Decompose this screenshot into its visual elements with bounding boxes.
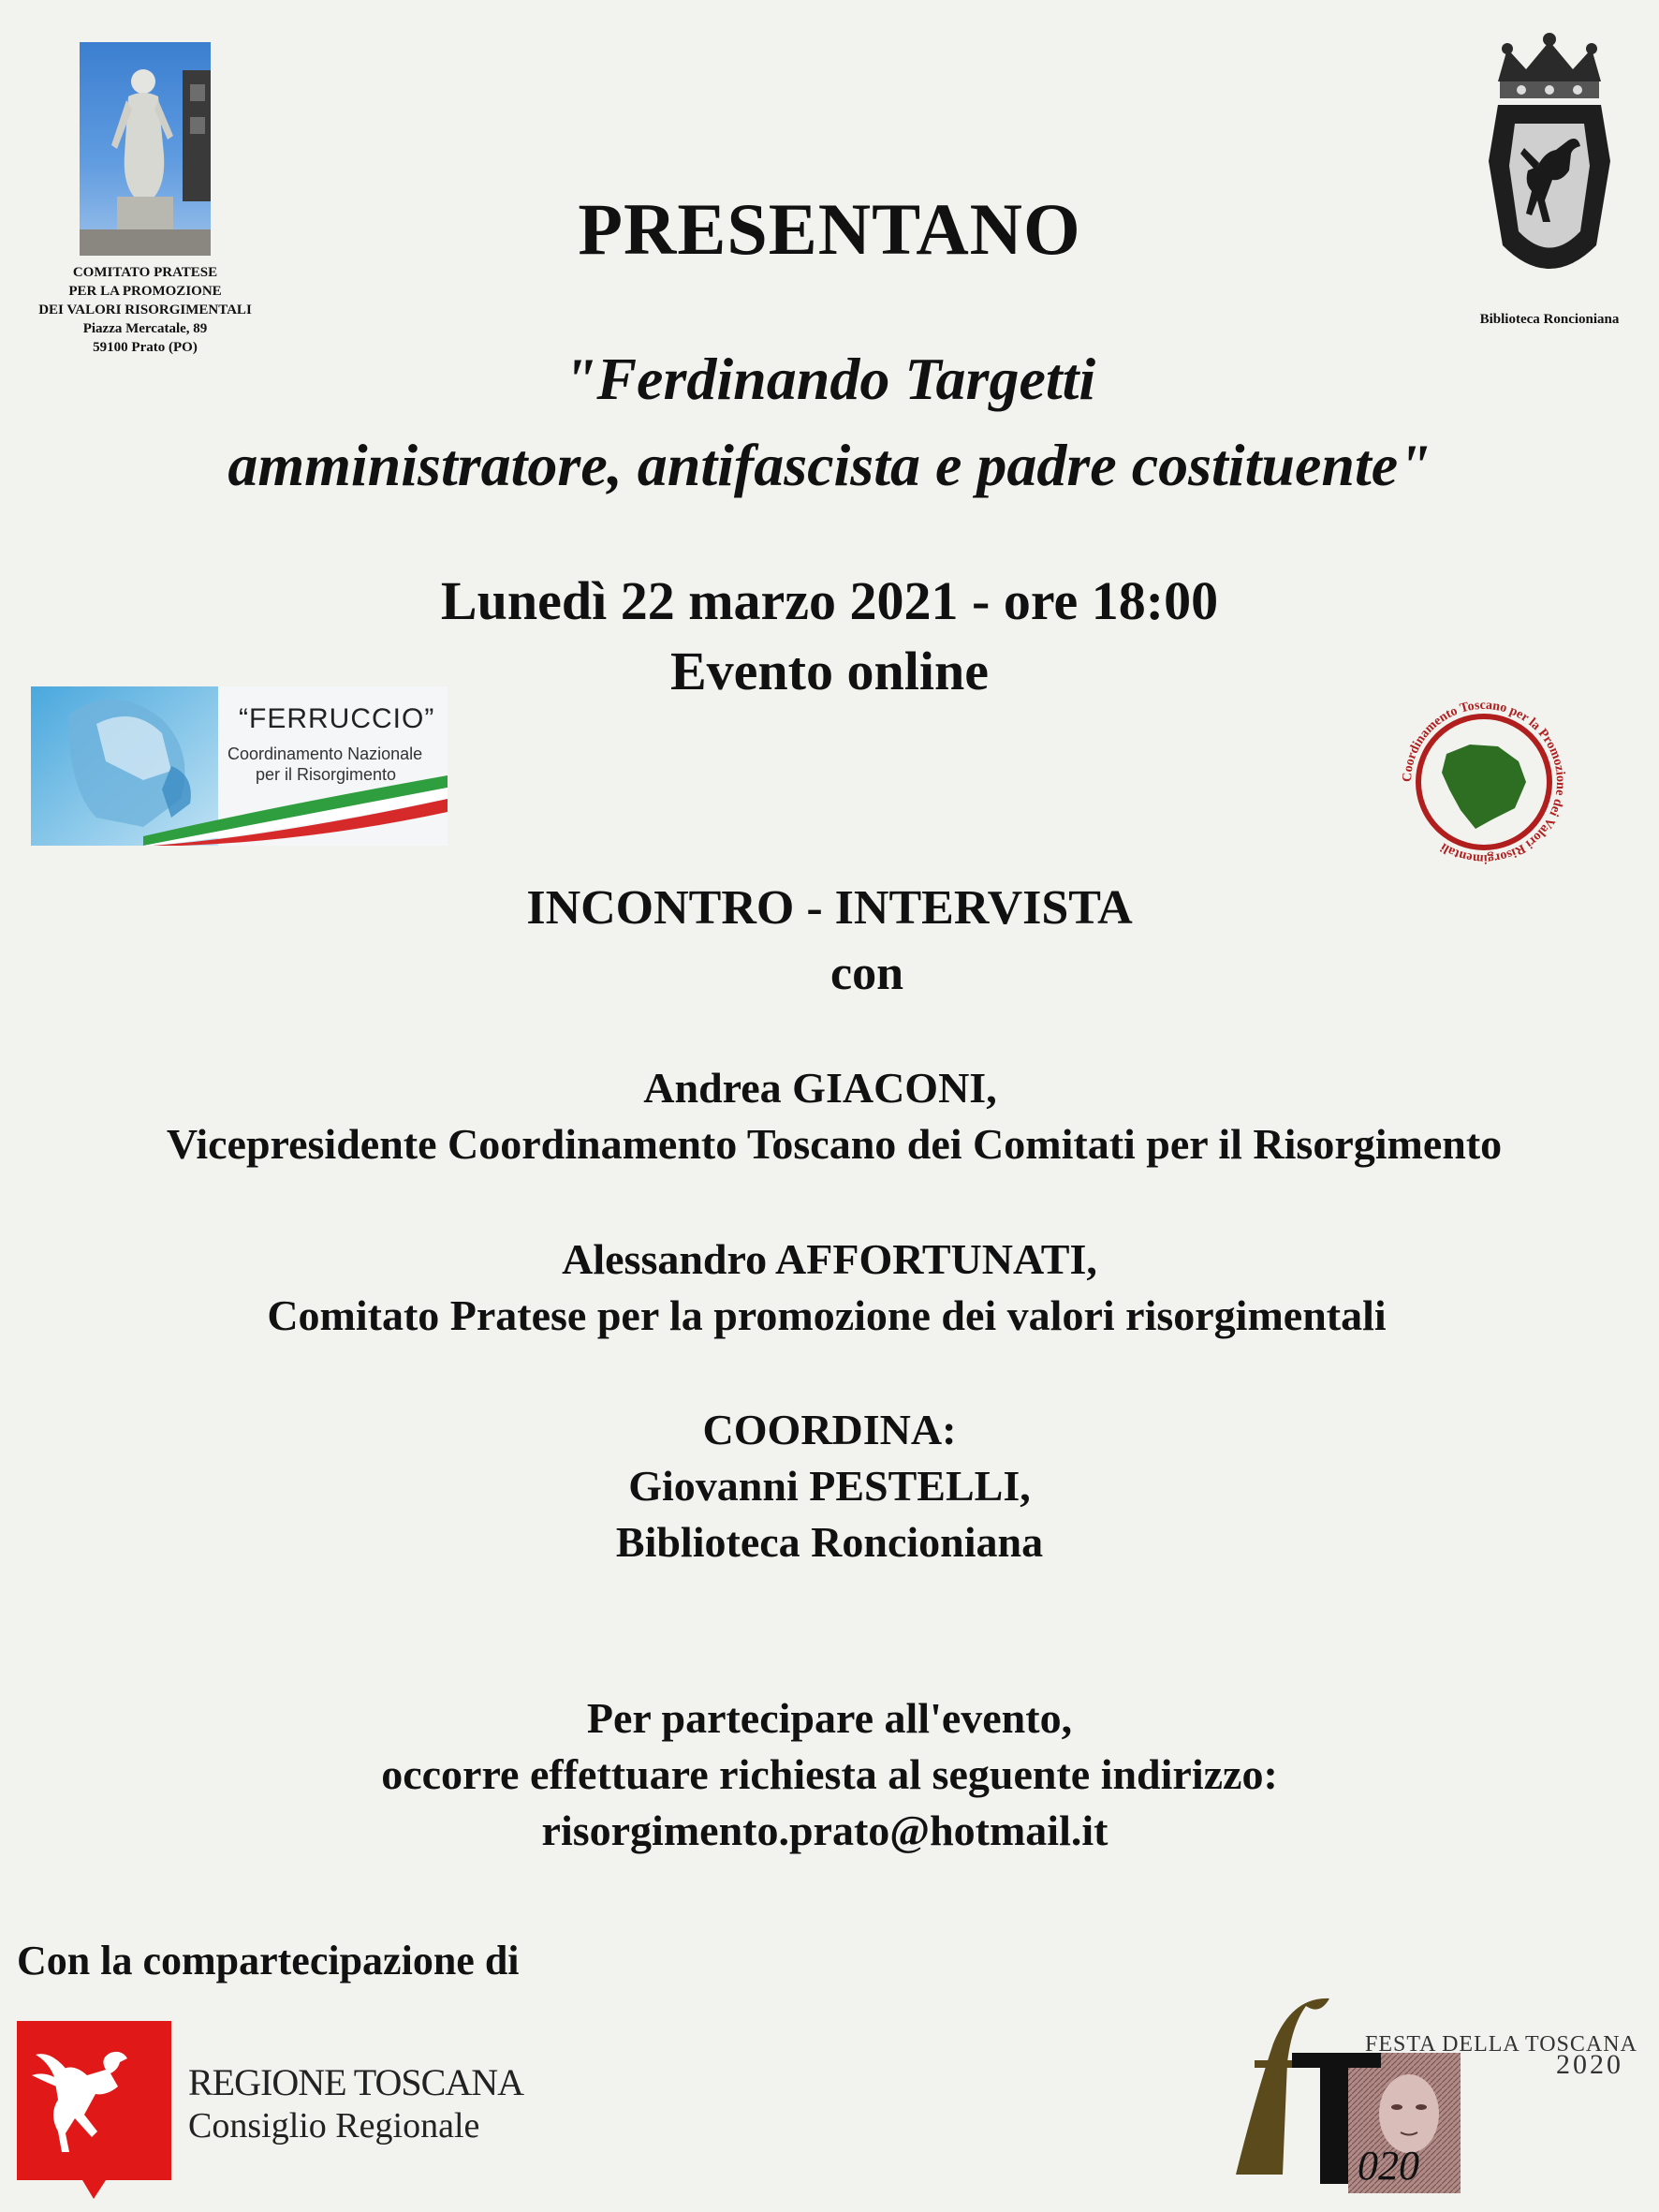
ferruccio-subtitle-1: Coordinamento Nazionale	[228, 745, 423, 763]
speaker-1-role: Vicepresidente Coordinamento Toscano dei Comitati per il Risorgimento	[166, 1120, 1503, 1168]
svg-text:020: 020	[1358, 2143, 1419, 2189]
event-date: Lunedì 22 marzo 2021 - ore 18:00	[440, 570, 1219, 631]
festa-portrait-icon	[1217, 1987, 1638, 2203]
comitato-city: 59100 Prato (PO)	[93, 340, 198, 355]
registration-email[interactable]: risorgimento.prato@hotmail.it	[541, 1806, 1108, 1854]
festa-title: FESTA DELLA TOSCANA	[1365, 2032, 1637, 2057]
pegasus-flag-icon	[17, 2021, 171, 2199]
ferruccio-logo	[31, 686, 448, 846]
speaker-1-name: Andrea GIACONI,	[643, 1064, 997, 1112]
comitato-address: Piazza Mercatale, 89	[82, 321, 208, 336]
ferruccio-name: “FERRUCCIO”	[239, 703, 435, 734]
event-format: Evento online	[670, 641, 989, 701]
moderator-name: Giovanni PESTELLI,	[628, 1462, 1031, 1510]
biblioteca-block	[1456, 30, 1643, 328]
regione-name: REGIONE TOSCANA	[188, 2061, 523, 2103]
moderator-role: Biblioteca Roncioniana	[615, 1518, 1044, 1566]
presentano-heading: PRESENTANO	[578, 188, 1081, 270]
comitato-line2: PER LA PROMOZIONE	[68, 284, 222, 299]
event-with: con	[830, 947, 903, 1000]
regione-toscana-logo	[17, 2021, 522, 2199]
event-title-line1: "Ferdinando Targetti	[563, 346, 1096, 412]
biblioteca-label: Biblioteca Roncioniana	[1479, 312, 1620, 327]
registration-line-1: Per partecipare all'evento,	[586, 1694, 1073, 1742]
event-type: INCONTRO - INTERVISTA	[526, 881, 1133, 935]
comitato-line1: COMITATO PRATESE	[72, 265, 218, 280]
speaker-2-role: Comitato Pratese per la promozione dei valori risorgimentali	[267, 1291, 1387, 1339]
comitato-line3: DEI VALORI RISORGIMENTALI	[38, 302, 252, 317]
speaker-2-name: Alessandro AFFORTUNATI,	[562, 1235, 1097, 1283]
festa-toscana-logo	[1217, 1987, 1638, 2203]
event-title-line2: amministratore, antifascista e padre costituente"	[228, 432, 1431, 498]
regione-subtitle: Consiglio Regionale	[188, 2106, 480, 2146]
moderator-label: COORDINA:	[702, 1406, 957, 1453]
tuscan-seal-logo	[1395, 688, 1573, 876]
registration-line-2: occorre effettuare richiesta al seguente indirizzo:	[381, 1750, 1278, 1798]
tuscany-map-icon	[1395, 688, 1573, 876]
festa-year: 2020	[1556, 2049, 1623, 2080]
partners-label: Con la compartecipazione di	[17, 1938, 520, 1983]
seal-ring-text: Coordinamento Toscano per la Promozione dei Valori Risorgimentali	[1400, 698, 1568, 866]
ferruccio-subtitle-2: per il Risorgimento	[256, 765, 397, 784]
